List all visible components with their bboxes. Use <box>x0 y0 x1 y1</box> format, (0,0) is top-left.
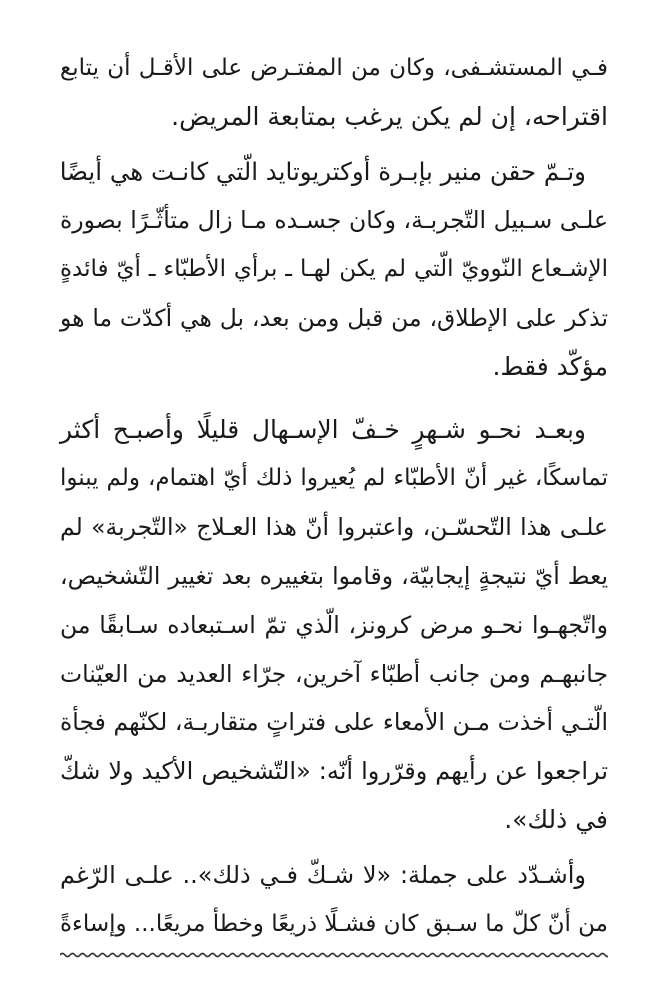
text-line: فـي المستشـفى، وكان من المفتـرض على الأقـل أن يتابع <box>60 55 608 81</box>
text-line: مؤكّد فقط. <box>492 351 608 381</box>
text-line: الّتـي أخذت مـن الأمعاء على فتراتٍ متقاربـة، لكنّهم فجأة <box>60 708 608 737</box>
text-line: وأشـدّد على جملة: «لا شـكّ فـي ذلك».. علـى الرّغم <box>60 860 586 889</box>
body-text <box>60 0 608 948</box>
text-line: تراجعوا عن رأيهم وقرّروا أنّه: «التّشخيص الأكيد ولا شكّ <box>60 757 608 786</box>
text-line: الإشـعاع النّوويّ الّتي لم يكن لهـا ـ برأي الأطبّاء ـ أيّ فائدةٍ <box>60 256 608 283</box>
text-line: تماسكًا، غير أنّ الأطبّاء لم يُعيروا ذلك أيّ اهتمام، ولم يبنوا <box>60 465 608 492</box>
text-line: اقتراحه، إن لم يكن يرغب بمتابعة المريض. <box>171 101 608 131</box>
text-line: وبعـد نحـو شـهرٍ خـفّ الإسـهال قليلًا وأصبـح أكثر <box>60 414 586 444</box>
paragraph-1 <box>60 44 608 142</box>
text-line: علـى سـبيل التّجربـة، وكان جسـده مـا زال متأثّـرًا بصورة <box>60 206 608 235</box>
paragraph-3 <box>60 406 608 845</box>
text-line: واتّجهـوا نحـو مرض كرونز، الّذي تمّ اسـتبعاده سـابقًا من <box>60 610 608 639</box>
text-line: وتـمّ حقن منير بإبـرة أوكتريوتايد الّتي كانـت هي أيضًا <box>59 156 586 186</box>
text-line: في ذلك». <box>504 804 608 834</box>
wavy-divider <box>60 948 608 962</box>
text-line: يعط أيّ نتيجةٍ إيجابيّة، وقاموا بتغييره بعد تغيير التّشخيص، <box>60 561 608 590</box>
text-line: من أنّ كلّ ما سـبق كان فشـلًا ذريعًا وخطأ مريعًا... وإساءةً <box>59 910 608 937</box>
text-line: علـى هذا التّحسّـن، واعتبروا أنّ هذا العـلاج «التّجربة» لم <box>60 513 608 542</box>
text-line: تذكر على الإطلاق، من قبل ومن بعد، بل هي أكدّت ما هو <box>60 303 608 332</box>
paragraph-2 <box>60 148 608 392</box>
text-line: جانبهـم ومن جانب أطبّاء آخرين، جرّاء العديد من العيّنات <box>60 659 608 688</box>
paragraph-4 <box>60 851 608 949</box>
